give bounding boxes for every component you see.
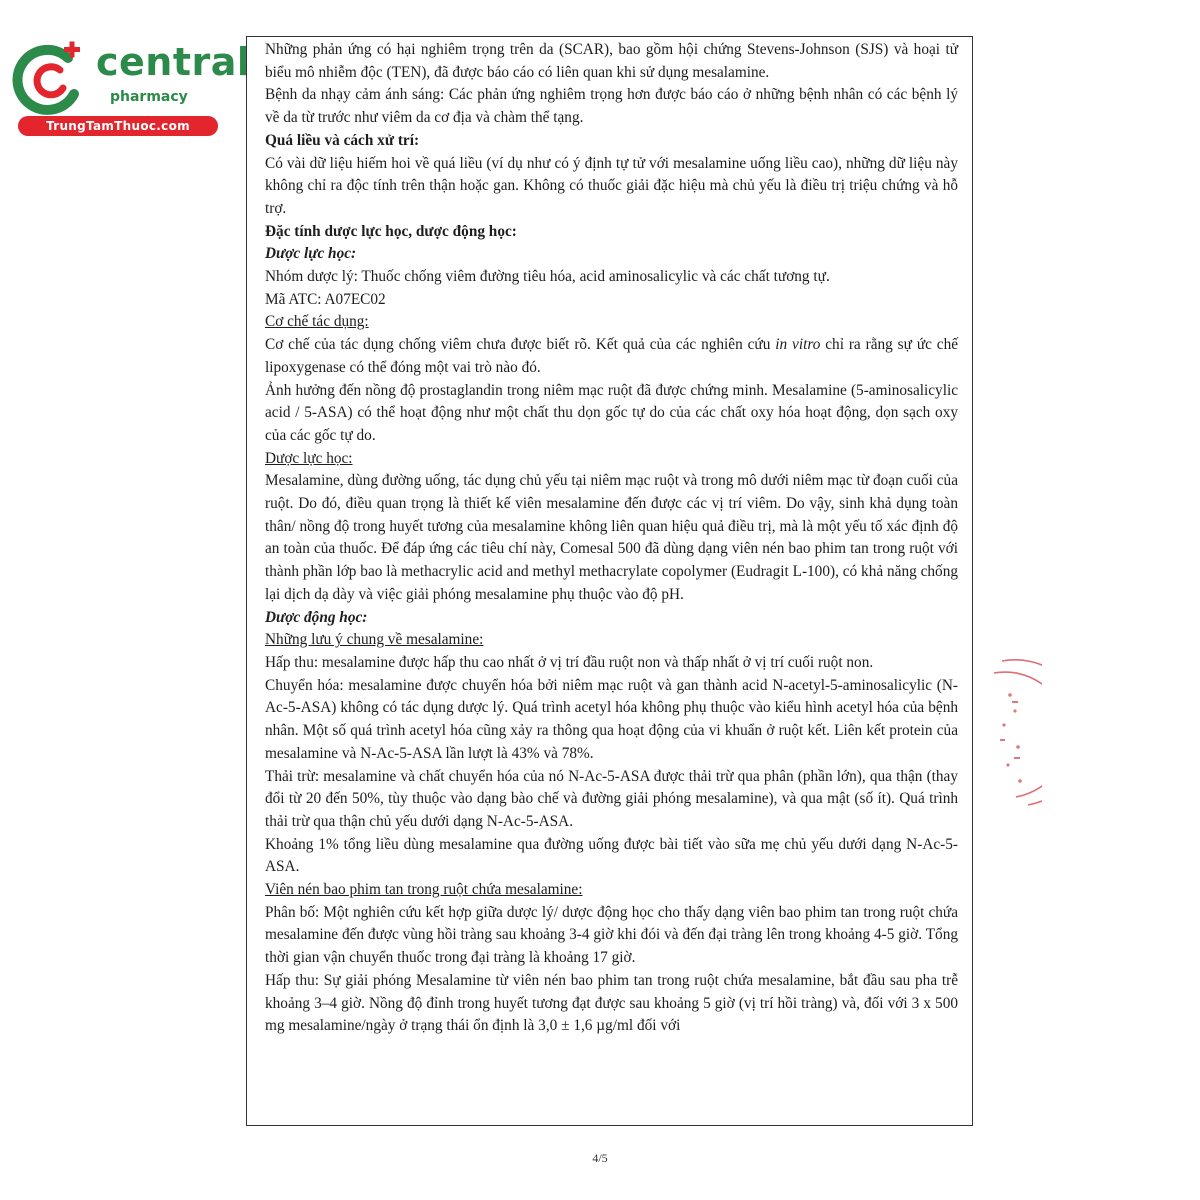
paragraph-atc-code: Mã ATC: A07EC02 <box>265 290 386 308</box>
paragraph-metabolism: Chuyển hóa: mesalamine được chuyển hóa bởi niêm mạc ruột và gan thành acid N-acetyl-5-aminosalicylic (N-Ac-5-ASA) không có tác dụng dược lý. Quá trình acetyl hóa không phụ thuộc vào kiểu hình acetyl hóa của bệnh nhân. Một số quá trình acetyl hóa cũng xảy ra thông qua hoạt động của vi khuẩn ở ruột kết. Liên kết protein của mesalamine và N-Ac-5-ASA lần lượt là 43% và 78%. <box>265 676 958 762</box>
paragraph-overdose: Có vài dữ liệu hiếm hoi về quá liều (ví dụ như có ý định tự tử với mesalamine uống liều cao), những dữ liệu này không chỉ ra độc tính trên thận hoặc gan. Không có thuốc giải đặc hiệu mà chủ yếu là điều trị triệu chứng và hỗ trợ. <box>265 154 958 217</box>
brand-subtitle: pharmacy <box>110 89 188 105</box>
heading-general-notes: Những lưu ý chung về mesalamine: <box>265 631 484 649</box>
heading-pharmacokinetics: Dược động học: <box>265 608 368 626</box>
heading-enteric-tablet: Viên nén bao phim tan trong ruột chứa mesalamine: <box>265 881 583 899</box>
mechanism-text-b: chỉ ra rằng sự ức chế lipoxygenase có thể đóng một vai trò nào đó. <box>265 336 959 376</box>
red-seal-stamp-fragment <box>982 655 1042 815</box>
pharmacy-c-cross-icon <box>8 36 92 120</box>
paragraph-prostaglandin: Ảnh hưởng đến nồng độ prostaglandin trong niêm mạc ruột đã được chứng minh. Mesalamine (5-aminosalicylic acid / 5-ASA) có thể hoạt động như một chất thu dọn gốc tự do của các chất oxy hóa hoạt động, dọn sạch oxy của các gốc tự do. <box>265 381 958 444</box>
mechanism-text-a: Cơ chế của tác dụng chống viêm chưa được biết rõ. Kết quả của các nghiên cứu <box>265 336 776 354</box>
page-number: 4/5 <box>592 1151 608 1165</box>
paragraph-absorption: Hấp thu: mesalamine được hấp thu cao nhất ở vị trí đầu ruột non và thấp nhất ở vị trí cuối ruột non. <box>265 653 874 671</box>
heading-pharmacology: Đặc tính dược lực học, dược động học: <box>265 222 517 240</box>
heading-pharmacodynamics: Dược lực học: <box>265 245 357 263</box>
paragraph-oral-action: Mesalamine, dùng đường uống, tác dụng chủ yếu tại niêm mạc ruột và trong mô dưới niêm mạc từ đoạn cuối của ruột. Do đó, điều quan trọng là thiết kế viên mesalamine đến được các vị trí viêm. Do vậy, sinh khả dụng toàn thân/ nồng độ trong huyết tương của mesalamine không liên quan hiệu quả điều trị, mà là một yếu tố xác định độ an toàn của thuốc. Để đáp ứng các tiêu chí này, Comesal 500 đã dùng dạng viên nén bao phim tan trong ruột với thành phần lớp bao là methacrylic acid and methyl methacrylate copolymer (Eudragit L-100), có khả năng chống lại dịch dạ dày và việc giải phóng mesalamine phụ thuộc vào độ pH. <box>265 472 958 603</box>
paragraph-photosensitivity: Bệnh da nhạy cảm ánh sáng: Các phản ứng nghiêm trọng hơn được báo cáo ở những bệnh nhân có các bệnh lý về da từ trước như viêm da cơ địa và chàm thể tạng. <box>265 86 958 127</box>
paragraph-mechanism <box>265 334 958 379</box>
brand-name: central <box>96 40 251 84</box>
heading-mechanism: Cơ chế tác dụng: <box>265 313 369 331</box>
paragraph-distribution: Phân bố: Một nghiên cứu kết hợp giữa dược lý/ dược động học cho thấy dạng viên bao phim tan trong ruột chứa mesalamine đến được vùng hồi tràng sau khoảng 3-4 giờ khi đói và đến đại tràng lên trong khoảng 4-5 giờ. Tổng thời gian vận chuyển thuốc trong đại tràng là khoảng 17 giờ. <box>265 903 958 967</box>
document-frame <box>246 36 973 1126</box>
heading-pharmacodynamics-2: Dược lực học: <box>265 449 353 467</box>
paragraph-tablet-absorption: Hấp thu: Sự giải phóng Mesalamine từ viên nén bao phim tan trong ruột chứa mesalamine, bắt đầu sau pha trễ khoảng 3–4 giờ. Nồng độ đỉnh trong huyết tương đạt được sau khoảng 5 giờ (vị trí hồi tràng) và, đối với 3 x 500 mg mesalamine/ngày ở trạng thái ổn định là 3,0 ± 1,6 µg/ml đối với <box>265 971 958 1035</box>
brand-website: TrungTamThuoc.com <box>18 116 218 136</box>
mechanism-in-vitro: in vitro <box>775 336 821 354</box>
paragraph-breast-milk: Khoảng 1% tổng liều dùng mesalamine qua đường uống được bài tiết vào sữa mẹ chủ yếu dưới dạng N-Ac-5-ASA. <box>265 835 958 876</box>
paragraph-elimination: Thải trừ: mesalamine và chất chuyển hóa của nó N-Ac-5-ASA được thải trừ qua phân (phần lớn), qua thận (thay đổi từ 20 đến 50%, tùy thuộc vào dạng bào chế và đường giải phóng mesalamine), và qua mật (số ít). Quá trình thải trừ qua thận chủ yếu dưới dạng N-Ac-5-ASA. <box>265 767 958 830</box>
paragraph-pharmacologic-group: Nhóm dược lý: Thuốc chống viêm đường tiêu hóa, acid aminosalicylic và các chất tương tự. <box>265 268 830 286</box>
paragraph-scar: Những phản ứng có hại nghiêm trọng trên da (SCAR), bao gồm hội chứng Stevens-Johnson (SJS) và hoại tử biểu mô nhiễm độc (TEN), đã được báo cáo có liên quan khi sử dụng mesalamine. <box>265 41 958 81</box>
heading-overdose: Quá liều và cách xử trí: <box>265 131 420 149</box>
central-pharmacy-logo <box>8 36 251 136</box>
